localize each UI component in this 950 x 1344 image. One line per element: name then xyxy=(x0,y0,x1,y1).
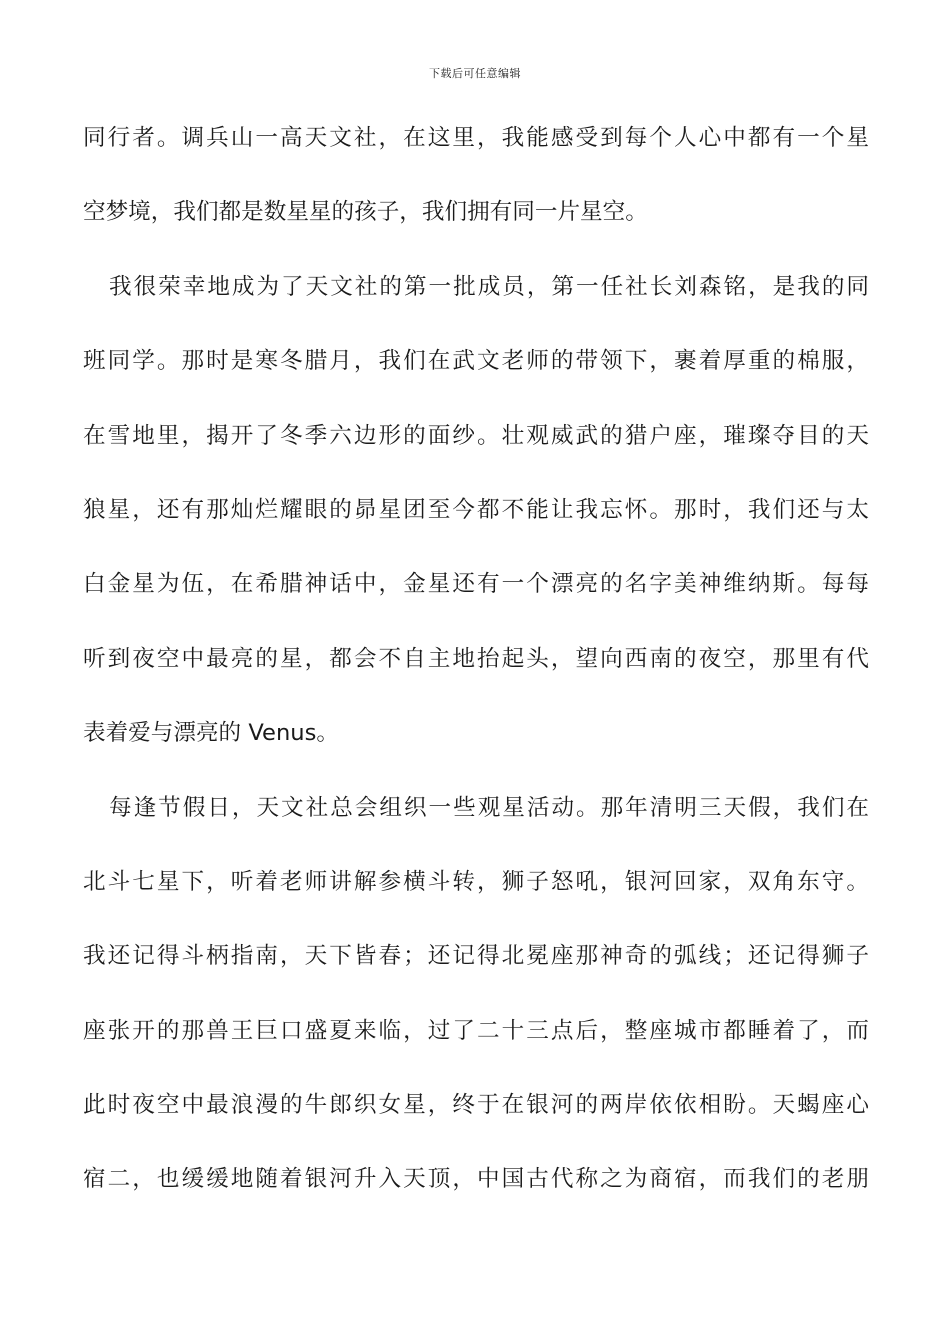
text-line: 座张开的那兽王巨口盛夏来临，过了二十三点后，整座城市都睡着了，而 xyxy=(83,1017,869,1044)
text-line: 我很荣幸地成为了天文社的第一批成员，第一任社长刘森铭，是我的同 xyxy=(109,273,869,300)
text-line: 班同学。那时是寒冬腊月，我们在武文老师的带领下，裹着厚重的棉服， xyxy=(83,348,869,375)
text-line: 我还记得斗柄指南，天下皆春；还记得北冕座那神奇的弧线；还记得狮子 xyxy=(83,943,869,970)
text-line: 在雪地里，揭开了冬季六边形的面纱。壮观威武的猎户座，璀璨夺目的天 xyxy=(83,422,869,449)
document-body xyxy=(83,101,869,1217)
text-line: 北斗七星下，听着老师讲解参横斗转，狮子怒吼，银河回家，双角东守。 xyxy=(83,868,869,895)
text-line: 狼星，还有那灿烂耀眼的昴星团至今都不能让我忘怀。那时，我们还与太 xyxy=(83,496,869,523)
text-line: 宿二，也缓缓地随着银河升入天顶，中国古代称之为商宿，而我们的老朋 xyxy=(83,1166,869,1193)
text-line: 表着爱与漂亮的 Venus。 xyxy=(83,720,339,747)
text-line: 听到夜空中最亮的星，都会不自主地抬起头，望向西南的夜空，那里有代 xyxy=(83,645,869,672)
text-line: 空梦境，我们都是数星星的孩子，我们拥有同一片星空。 xyxy=(83,199,648,226)
text-line: 每逢节假日，天文社总会组织一些观星活动。那年清明三天假，我们在 xyxy=(109,794,869,821)
text-line: 白金星为伍，在希腊神话中，金星还有一个漂亮的名字美神维纳斯。每每 xyxy=(83,571,869,598)
page-header: 下载后可任意编辑 xyxy=(429,67,521,80)
text-line: 同行者。调兵山一高天文社，在这里，我能感受到每个人心中都有一个星 xyxy=(83,125,869,151)
text-line: 此时夜空中最浪漫的牛郎织女星，终于在银河的两岸依依相盼。天蝎座心 xyxy=(83,1092,869,1119)
